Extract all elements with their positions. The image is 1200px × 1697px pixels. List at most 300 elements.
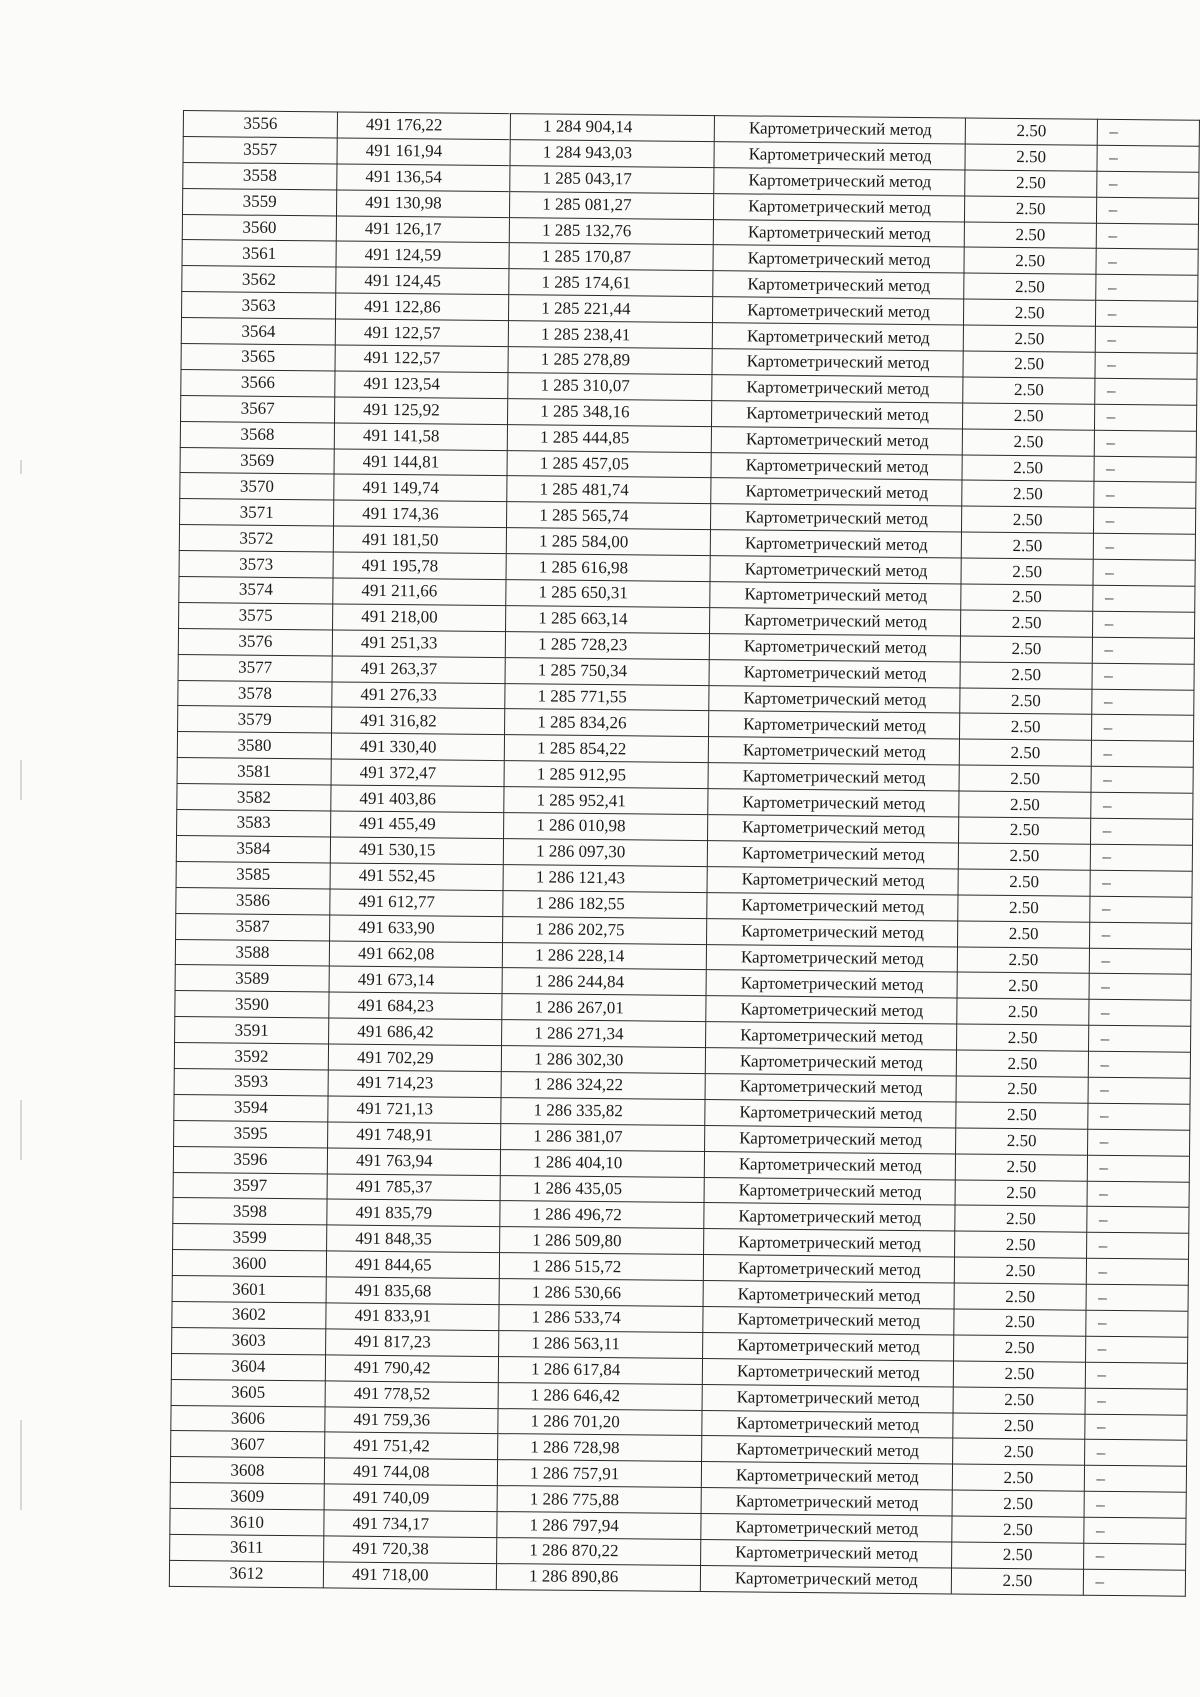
- extra-cell: –: [1096, 171, 1199, 198]
- y-coordinate-cell: 1 285 481,74: [507, 476, 711, 504]
- method-cell: Картометрический метод: [711, 530, 962, 558]
- method-cell: Картометрический метод: [713, 245, 964, 273]
- point-number-cell: 3559: [183, 188, 337, 215]
- extra-cell: –: [1087, 1103, 1190, 1130]
- method-cell: Картометрический метод: [707, 918, 958, 946]
- point-number-cell: 3583: [177, 810, 331, 837]
- x-coordinate-cell: 491 790,42: [325, 1355, 498, 1383]
- extra-cell: –: [1092, 585, 1195, 612]
- extra-cell: –: [1085, 1362, 1188, 1389]
- x-coordinate-cell: 491 686,42: [329, 1018, 502, 1046]
- x-coordinate-cell: 491 662,08: [329, 940, 502, 968]
- error-cell: 2.50: [953, 1464, 1084, 1491]
- y-coordinate-cell: 1 286 228,14: [502, 942, 706, 970]
- extra-cell: –: [1090, 792, 1193, 819]
- error-cell: 2.50: [966, 118, 1097, 145]
- x-coordinate-cell: 491 125,92: [335, 397, 508, 425]
- extra-cell: –: [1083, 1543, 1186, 1570]
- y-coordinate-cell: 1 286 563,11: [499, 1330, 703, 1358]
- error-cell: 2.50: [963, 351, 1094, 378]
- x-coordinate-cell: 491 124,45: [336, 267, 509, 295]
- extra-cell: –: [1090, 844, 1193, 871]
- error-cell: 2.50: [959, 817, 1090, 844]
- x-coordinate-cell: 491 744,08: [324, 1458, 497, 1486]
- error-cell: 2.50: [960, 688, 1091, 715]
- error-cell: 2.50: [959, 843, 1090, 870]
- x-coordinate-cell: 491 552,45: [330, 863, 503, 891]
- extra-cell: –: [1095, 275, 1198, 302]
- method-cell: Картометрический метод: [706, 970, 957, 998]
- y-coordinate-cell: 1 284 943,03: [510, 140, 714, 168]
- method-cell: Картометрический метод: [713, 271, 964, 299]
- y-coordinate-cell: 1 285 457,05: [507, 450, 711, 478]
- method-cell: Картометрический метод: [707, 944, 958, 972]
- error-cell: 2.50: [958, 946, 1089, 973]
- x-coordinate-cell: 491 123,54: [335, 371, 508, 399]
- point-number-cell: 3564: [181, 318, 335, 345]
- point-number-cell: 3571: [180, 499, 334, 526]
- extra-cell: –: [1090, 818, 1193, 845]
- point-number-cell: 3556: [183, 111, 337, 138]
- x-coordinate-cell: 491 218,00: [333, 604, 506, 632]
- error-cell: 2.50: [958, 869, 1089, 896]
- error-cell: 2.50: [954, 1335, 1085, 1362]
- x-coordinate-cell: 491 720,38: [324, 1536, 497, 1564]
- y-coordinate-cell: 1 285 278,89: [508, 347, 712, 375]
- method-cell: Картометрический метод: [708, 841, 959, 869]
- extra-cell: –: [1086, 1258, 1189, 1285]
- extra-cell: –: [1087, 1129, 1190, 1156]
- point-number-cell: 3568: [180, 421, 334, 448]
- point-number-cell: 3585: [176, 861, 330, 888]
- point-number-cell: 3609: [170, 1483, 324, 1510]
- extra-cell: –: [1091, 741, 1194, 768]
- extra-cell: –: [1084, 1491, 1187, 1518]
- point-number-cell: 3565: [181, 344, 335, 371]
- y-coordinate-cell: 1 286 496,72: [500, 1201, 704, 1229]
- method-cell: Картометрический метод: [708, 763, 959, 791]
- point-number-cell: 3610: [170, 1509, 324, 1536]
- error-cell: 2.50: [963, 429, 1094, 456]
- point-number-cell: 3606: [171, 1405, 325, 1432]
- error-cell: 2.50: [965, 196, 1096, 223]
- y-coordinate-cell: 1 286 617,84: [498, 1356, 702, 1384]
- method-cell: Картометрический метод: [705, 1125, 956, 1153]
- point-number-cell: 3602: [172, 1301, 326, 1328]
- error-cell: 2.50: [957, 1024, 1088, 1051]
- point-number-cell: 3560: [182, 214, 336, 241]
- x-coordinate-cell: 491 612,77: [330, 889, 503, 917]
- y-coordinate-cell: 1 286 121,43: [503, 864, 707, 892]
- y-coordinate-cell: 1 286 646,42: [498, 1382, 702, 1410]
- point-number-cell: 3591: [175, 1017, 329, 1044]
- y-coordinate-cell: 1 285 043,17: [510, 165, 714, 193]
- y-coordinate-cell: 1 286 775,88: [497, 1486, 701, 1514]
- y-coordinate-cell: 1 285 728,23: [505, 631, 709, 659]
- x-coordinate-cell: 491 740,09: [324, 1484, 497, 1512]
- method-cell: Картометрический метод: [712, 375, 963, 403]
- x-coordinate-cell: 491 721,13: [328, 1096, 501, 1124]
- error-cell: 2.50: [952, 1568, 1083, 1595]
- method-cell: Картометрический метод: [702, 1410, 953, 1438]
- y-coordinate-cell: 1 286 381,07: [501, 1123, 705, 1151]
- error-cell: 2.50: [960, 713, 1091, 740]
- point-number-cell: 3586: [176, 887, 330, 914]
- extra-cell: –: [1085, 1336, 1188, 1363]
- method-cell: Картометрический метод: [708, 815, 959, 843]
- x-coordinate-cell: 491 673,14: [329, 966, 502, 994]
- error-cell: 2.50: [955, 1231, 1086, 1258]
- point-number-cell: 3577: [178, 654, 332, 681]
- point-number-cell: 3596: [173, 1146, 327, 1173]
- extra-cell: –: [1094, 378, 1197, 405]
- method-cell: Картометрический метод: [710, 556, 961, 584]
- method-cell: Картометрический метод: [702, 1462, 953, 1490]
- method-cell: Картометрический метод: [703, 1281, 954, 1309]
- error-cell: 2.50: [961, 584, 1092, 611]
- y-coordinate-cell: 1 286 728,98: [498, 1434, 702, 1462]
- coordinates-table-body: [169, 111, 1199, 1596]
- method-cell: Картометрический метод: [711, 478, 962, 506]
- error-cell: 2.50: [954, 1387, 1085, 1414]
- error-cell: 2.50: [953, 1490, 1084, 1517]
- error-cell: 2.50: [964, 247, 1095, 274]
- extra-cell: –: [1097, 145, 1200, 172]
- point-number-cell: 3582: [177, 784, 331, 811]
- extra-cell: –: [1092, 663, 1195, 690]
- point-number-cell: 3590: [175, 991, 329, 1018]
- extra-cell: –: [1092, 637, 1195, 664]
- point-number-cell: 3567: [181, 395, 335, 422]
- x-coordinate-cell: 491 633,90: [330, 915, 503, 943]
- x-coordinate-cell: 491 835,68: [326, 1277, 499, 1305]
- point-number-cell: 3581: [177, 758, 331, 785]
- error-cell: 2.50: [961, 610, 1092, 637]
- y-coordinate-cell: 1 286 097,30: [503, 839, 707, 867]
- y-coordinate-cell: 1 285 310,07: [508, 373, 712, 401]
- x-coordinate-cell: 491 734,17: [324, 1510, 497, 1538]
- error-cell: 2.50: [960, 739, 1091, 766]
- x-coordinate-cell: 491 763,94: [327, 1148, 500, 1176]
- point-number-cell: 3601: [172, 1276, 326, 1303]
- method-cell: Картометрический метод: [713, 323, 964, 351]
- y-coordinate-cell: 1 285 221,44: [509, 295, 713, 323]
- extra-cell: –: [1086, 1207, 1189, 1234]
- x-coordinate-cell: 491 455,49: [331, 811, 504, 839]
- error-cell: 2.50: [964, 273, 1095, 300]
- y-coordinate-cell: 1 285 771,55: [505, 683, 709, 711]
- x-coordinate-cell: 491 817,23: [326, 1329, 499, 1357]
- extra-cell: –: [1089, 974, 1192, 1001]
- error-cell: 2.50: [954, 1361, 1085, 1388]
- error-cell: 2.50: [957, 972, 1088, 999]
- error-cell: 2.50: [962, 455, 1093, 482]
- point-number-cell: 3558: [183, 162, 337, 189]
- x-coordinate-cell: 491 844,65: [326, 1251, 499, 1279]
- y-coordinate-cell: 1 285 854,22: [504, 735, 708, 763]
- error-cell: 2.50: [956, 1128, 1087, 1155]
- point-number-cell: 3589: [175, 965, 329, 992]
- extra-cell: –: [1084, 1414, 1187, 1441]
- extra-cell: –: [1096, 223, 1199, 250]
- y-coordinate-cell: 1 286 324,22: [501, 1072, 705, 1100]
- point-number-cell: 3579: [178, 706, 332, 733]
- x-coordinate-cell: 491 785,37: [327, 1173, 500, 1201]
- point-number-cell: 3603: [172, 1327, 326, 1354]
- error-cell: 2.50: [959, 791, 1090, 818]
- y-coordinate-cell: 1 285 952,41: [504, 787, 708, 815]
- x-coordinate-cell: 491 174,36: [334, 500, 507, 528]
- method-cell: Картометрический метод: [704, 1203, 955, 1231]
- error-cell: 2.50: [958, 895, 1089, 922]
- x-coordinate-cell: 491 130,98: [337, 190, 510, 218]
- x-coordinate-cell: 491 330,40: [331, 733, 504, 761]
- method-cell: Картометрический метод: [710, 608, 961, 636]
- error-cell: 2.50: [956, 1102, 1087, 1129]
- extra-cell: –: [1089, 922, 1192, 949]
- y-coordinate-cell: 1 285 834,26: [505, 709, 709, 737]
- error-cell: 2.50: [958, 921, 1089, 948]
- method-cell: Картометрический метод: [703, 1332, 954, 1360]
- error-cell: 2.50: [952, 1542, 1083, 1569]
- method-cell: Картометрический метод: [705, 1151, 956, 1179]
- x-coordinate-cell: 491 372,47: [331, 759, 504, 787]
- error-cell: 2.50: [963, 403, 1094, 430]
- extra-cell: –: [1094, 404, 1197, 431]
- point-number-cell: 3598: [173, 1198, 327, 1225]
- y-coordinate-cell: 1 286 530,66: [499, 1279, 703, 1307]
- x-coordinate-cell: 491 835,79: [327, 1199, 500, 1227]
- extra-cell: –: [1091, 689, 1194, 716]
- y-coordinate-cell: 1 286 010,98: [504, 813, 708, 841]
- method-cell: Картометрический метод: [711, 504, 962, 532]
- y-coordinate-cell: 1 285 348,16: [508, 398, 712, 426]
- y-coordinate-cell: 1 285 565,74: [507, 502, 711, 530]
- error-cell: 2.50: [956, 1154, 1087, 1181]
- x-coordinate-cell: 491 122,86: [336, 293, 509, 321]
- point-number-cell: 3607: [171, 1431, 325, 1458]
- y-coordinate-cell: 1 284 904,14: [510, 114, 714, 142]
- method-cell: Картометрический метод: [704, 1177, 955, 1205]
- extra-cell: –: [1094, 430, 1197, 457]
- extra-cell: –: [1096, 249, 1199, 276]
- x-coordinate-cell: 491 141,58: [334, 423, 507, 451]
- x-coordinate-cell: 491 124,59: [336, 241, 509, 269]
- method-cell: Картометрический метод: [714, 167, 965, 195]
- error-cell: 2.50: [955, 1283, 1086, 1310]
- y-coordinate-cell: 1 286 515,72: [499, 1253, 703, 1281]
- error-cell: 2.50: [957, 998, 1088, 1025]
- extra-cell: –: [1083, 1569, 1186, 1596]
- error-cell: 2.50: [953, 1412, 1084, 1439]
- point-number-cell: 3595: [174, 1120, 328, 1147]
- y-coordinate-cell: 1 286 404,10: [500, 1149, 704, 1177]
- method-cell: Картометрический метод: [706, 1022, 957, 1050]
- point-number-cell: 3575: [179, 602, 333, 629]
- method-cell: Картометрический метод: [704, 1255, 955, 1283]
- y-coordinate-cell: 1 286 244,84: [502, 968, 706, 996]
- scan-artifact: [20, 460, 22, 474]
- y-coordinate-cell: 1 285 174,61: [509, 269, 713, 297]
- y-coordinate-cell: 1 285 170,87: [509, 243, 713, 271]
- extra-cell: –: [1090, 870, 1193, 897]
- x-coordinate-cell: 491 748,91: [328, 1122, 501, 1150]
- y-coordinate-cell: 1 286 890,86: [496, 1563, 700, 1591]
- y-coordinate-cell: 1 285 750,34: [505, 657, 709, 685]
- x-coordinate-cell: 491 161,94: [337, 138, 510, 166]
- error-cell: 2.50: [962, 532, 1093, 559]
- error-cell: 2.50: [965, 170, 1096, 197]
- method-cell: Картометрический метод: [702, 1384, 953, 1412]
- error-cell: 2.50: [953, 1438, 1084, 1465]
- y-coordinate-cell: 1 285 912,95: [504, 761, 708, 789]
- x-coordinate-cell: 491 126,17: [336, 216, 509, 244]
- scan-artifact: [20, 1420, 22, 1510]
- extra-cell: –: [1097, 119, 1200, 146]
- x-coordinate-cell: 491 211,66: [333, 578, 506, 606]
- y-coordinate-cell: 1 285 081,27: [510, 191, 714, 219]
- method-cell: Картометрический метод: [714, 141, 965, 169]
- extra-cell: –: [1086, 1233, 1189, 1260]
- y-coordinate-cell: 1 286 335,82: [501, 1097, 705, 1125]
- y-coordinate-cell: 1 286 267,01: [502, 994, 706, 1022]
- y-coordinate-cell: 1 286 797,94: [497, 1512, 701, 1540]
- x-coordinate-cell: 491 530,15: [330, 837, 503, 865]
- extra-cell: –: [1089, 896, 1192, 923]
- extra-cell: –: [1087, 1181, 1190, 1208]
- method-cell: Картометрический метод: [712, 426, 963, 454]
- y-coordinate-cell: 1 285 650,31: [506, 580, 710, 608]
- extra-cell: –: [1091, 767, 1194, 794]
- method-cell: Картометрический метод: [709, 711, 960, 739]
- method-cell: Картометрический метод: [709, 659, 960, 687]
- point-number-cell: 3574: [179, 577, 333, 604]
- x-coordinate-cell: 491 316,82: [332, 707, 505, 735]
- y-coordinate-cell: 1 286 701,20: [498, 1408, 702, 1436]
- error-cell: 2.50: [956, 1076, 1087, 1103]
- point-number-cell: 3569: [180, 447, 334, 474]
- error-cell: 2.50: [961, 636, 1092, 663]
- point-number-cell: 3580: [177, 732, 331, 759]
- point-number-cell: 3611: [170, 1534, 324, 1561]
- y-coordinate-cell: 1 286 271,34: [502, 1020, 706, 1048]
- x-coordinate-cell: 491 195,78: [333, 552, 506, 580]
- extra-cell: –: [1088, 1051, 1191, 1078]
- extra-cell: –: [1083, 1517, 1186, 1544]
- method-cell: Картометрический метод: [712, 349, 963, 377]
- error-cell: 2.50: [957, 1050, 1088, 1077]
- x-coordinate-cell: 491 122,57: [335, 319, 508, 347]
- extra-cell: –: [1089, 948, 1192, 975]
- point-number-cell: 3612: [169, 1560, 323, 1587]
- method-cell: Картометрический метод: [704, 1229, 955, 1257]
- point-number-cell: 3562: [182, 266, 336, 293]
- method-cell: Картометрический метод: [715, 116, 966, 144]
- extra-cell: –: [1096, 197, 1199, 224]
- x-coordinate-cell: 491 833,91: [326, 1303, 499, 1331]
- extra-cell: –: [1093, 508, 1196, 535]
- extra-cell: –: [1095, 326, 1198, 353]
- y-coordinate-cell: 1 285 238,41: [508, 321, 712, 349]
- point-number-cell: 3600: [172, 1250, 326, 1277]
- x-coordinate-cell: 491 144,81: [334, 449, 507, 477]
- extra-cell: –: [1085, 1388, 1188, 1415]
- point-number-cell: 3578: [178, 680, 332, 707]
- x-coordinate-cell: 491 263,37: [332, 656, 505, 684]
- method-cell: Картометрический метод: [702, 1436, 953, 1464]
- y-coordinate-cell: 1 285 584,00: [506, 528, 710, 556]
- x-coordinate-cell: 491 702,29: [328, 1044, 501, 1072]
- y-coordinate-cell: 1 286 202,75: [503, 916, 707, 944]
- point-number-cell: 3587: [176, 913, 330, 940]
- method-cell: Картометрический метод: [709, 685, 960, 713]
- point-number-cell: 3557: [183, 136, 337, 163]
- x-coordinate-cell: 491 276,33: [332, 682, 505, 710]
- extra-cell: –: [1085, 1310, 1188, 1337]
- error-cell: 2.50: [965, 222, 1096, 249]
- error-cell: 2.50: [961, 558, 1092, 585]
- y-coordinate-cell: 1 286 533,74: [499, 1305, 703, 1333]
- method-cell: Картометрический метод: [705, 1074, 956, 1102]
- method-cell: Картометрический метод: [703, 1358, 954, 1386]
- method-cell: Картометрический метод: [706, 1048, 957, 1076]
- extra-cell: –: [1087, 1155, 1190, 1182]
- error-cell: 2.50: [964, 325, 1095, 352]
- error-cell: 2.50: [962, 506, 1093, 533]
- point-number-cell: 3594: [174, 1094, 328, 1121]
- error-cell: 2.50: [962, 480, 1093, 507]
- error-cell: 2.50: [955, 1257, 1086, 1284]
- point-number-cell: 3592: [174, 1043, 328, 1070]
- y-coordinate-cell: 1 285 616,98: [506, 554, 710, 582]
- error-cell: 2.50: [959, 765, 1090, 792]
- extra-cell: –: [1093, 534, 1196, 561]
- x-coordinate-cell: 491 149,74: [334, 474, 507, 502]
- method-cell: Картометрический метод: [711, 452, 962, 480]
- extra-cell: –: [1095, 352, 1198, 379]
- extra-cell: –: [1088, 1077, 1191, 1104]
- method-cell: Картометрический метод: [701, 1540, 952, 1568]
- method-cell: Картометрический метод: [701, 1514, 952, 1542]
- x-coordinate-cell: 491 778,52: [325, 1381, 498, 1409]
- method-cell: Картометрический метод: [707, 866, 958, 894]
- error-cell: 2.50: [955, 1205, 1086, 1232]
- error-cell: 2.50: [952, 1516, 1083, 1543]
- x-coordinate-cell: 491 181,50: [333, 526, 506, 554]
- point-number-cell: 3608: [170, 1457, 324, 1484]
- error-cell: 2.50: [963, 377, 1094, 404]
- y-coordinate-cell: 1 285 444,85: [507, 424, 711, 452]
- point-number-cell: 3573: [179, 551, 333, 578]
- coordinates-table: [169, 110, 1200, 1596]
- y-coordinate-cell: 1 286 757,91: [497, 1460, 701, 1488]
- extra-cell: –: [1095, 301, 1198, 328]
- point-number-cell: 3561: [182, 240, 336, 267]
- method-cell: Картометрический метод: [710, 633, 961, 661]
- y-coordinate-cell: 1 286 509,80: [500, 1227, 704, 1255]
- point-number-cell: 3605: [171, 1379, 325, 1406]
- extra-cell: –: [1084, 1466, 1187, 1493]
- method-cell: Картометрический метод: [701, 1488, 952, 1516]
- y-coordinate-cell: 1 286 435,05: [500, 1175, 704, 1203]
- error-cell: 2.50: [954, 1309, 1085, 1336]
- point-number-cell: 3604: [171, 1353, 325, 1380]
- extra-cell: –: [1092, 611, 1195, 638]
- point-number-cell: 3588: [175, 939, 329, 966]
- extra-cell: –: [1093, 559, 1196, 586]
- point-number-cell: 3576: [178, 628, 332, 655]
- point-number-cell: 3566: [181, 369, 335, 396]
